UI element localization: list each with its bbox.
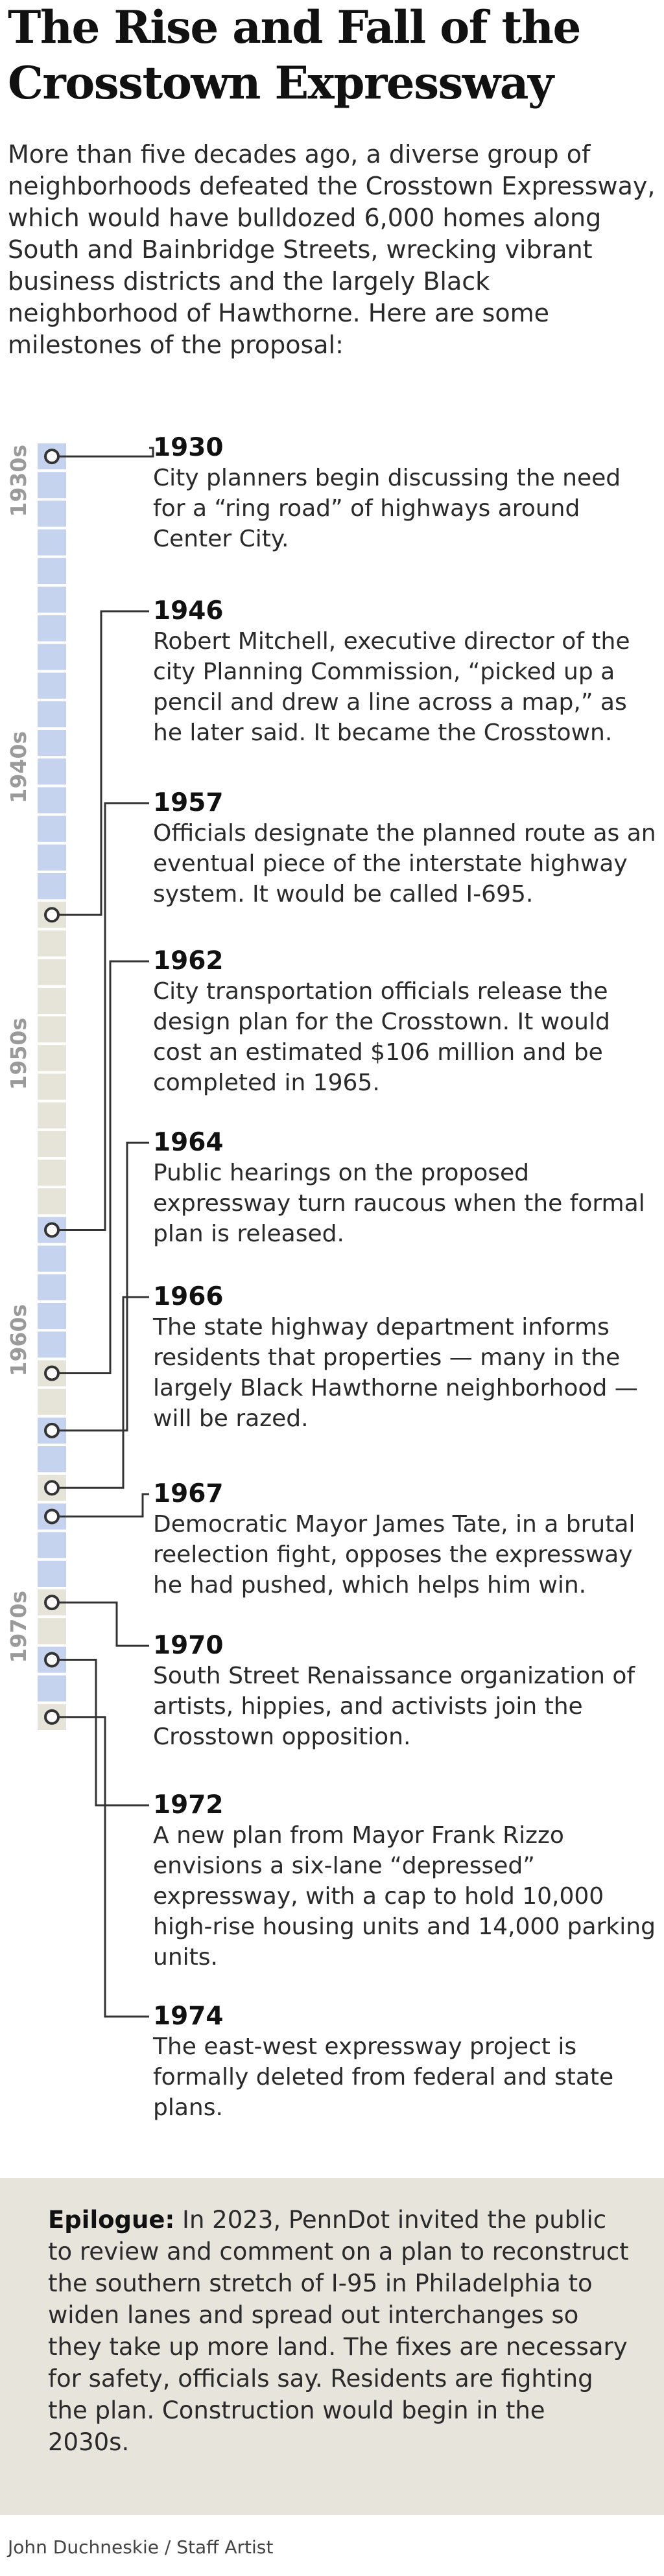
year-segment	[38, 1160, 66, 1186]
event-description: Public hearings on the proposed expressway turn raucous when the formal plan is released.	[153, 1160, 645, 1247]
year-segment	[38, 500, 66, 526]
event-description: The east-west expressway project is formally deleted from federal and state plans.	[153, 2033, 614, 2121]
event-connector	[58, 1143, 149, 1431]
year-segment	[38, 758, 66, 784]
year-segment	[38, 1103, 66, 1129]
year-segment	[38, 1188, 66, 1214]
year-segment	[38, 1303, 66, 1329]
year-segment	[38, 1246, 66, 1272]
event-year: 1962	[153, 946, 224, 976]
year-segment	[38, 472, 66, 498]
year-segment	[38, 1274, 66, 1300]
event-description: South Street Renaissance organization of artists, hippies, and activists join the Crosstown opposition.	[153, 1663, 635, 1750]
event-description: City planners begin discussing the need for a “ring road” of highways around Center City.	[153, 465, 621, 552]
year-segment	[38, 730, 66, 756]
year-segment	[38, 1073, 66, 1099]
event-connector	[58, 1494, 149, 1517]
event-connector	[58, 448, 153, 456]
event-marker	[45, 1510, 58, 1523]
year-segment	[38, 1045, 66, 1071]
year-segment	[38, 558, 66, 584]
year-segment	[38, 930, 66, 956]
year-segment	[38, 1676, 66, 1702]
event-connector	[58, 803, 149, 1230]
event-connector	[58, 961, 149, 1374]
event-marker	[45, 1654, 58, 1667]
year-segment	[38, 988, 66, 1014]
epilogue-text: In 2023, PennDot invited the public to review and comment on a plan to reconstruct the southern stretch of I-95 in Philadelphia to widen lanes and spread out interchanges so they take up more land. The fixes are necessary for safety, officials say. Residents are fighting the plan. Construction would begin in the 2030s.	[48, 2206, 629, 2456]
event-description: City transportation officials release the design plan for the Crosstown. It would cost an estimated $106 million and be completed in 1965.	[153, 978, 610, 1096]
year-segment	[38, 1561, 66, 1587]
year-segment	[38, 673, 66, 699]
event-year: 1972	[153, 1790, 224, 1820]
artist-credit: John Duchneskie / Staff Artist	[8, 2536, 274, 2558]
event-marker	[45, 1596, 58, 1609]
event-description: A new plan from Mayor Frank Rizzo envisions a six-lane “depressed” expressway, with a cap to hold 10,000 high-rise housing units and 14,000 parking units.	[153, 1822, 656, 1971]
event-year: 1964	[153, 1128, 224, 1157]
year-segment	[38, 1016, 66, 1042]
event-year: 1967	[153, 1479, 224, 1508]
event-year: 1930	[153, 433, 224, 462]
year-segment	[38, 530, 66, 556]
year-segment	[38, 787, 66, 813]
event-connector	[58, 1660, 149, 1806]
year-segment	[38, 587, 66, 613]
year-segment	[38, 1532, 66, 1558]
year-segment	[38, 644, 66, 670]
event-marker	[45, 1224, 58, 1237]
decade-label: 1960s	[6, 1304, 31, 1377]
year-segment	[38, 1331, 66, 1357]
event-marker	[45, 1367, 58, 1380]
event-marker	[45, 450, 58, 463]
event-marker	[45, 1481, 58, 1494]
epilogue-box	[0, 2178, 664, 2515]
epilogue-paragraph	[48, 2204, 632, 2458]
year-segment	[38, 845, 66, 871]
event-year: 1946	[153, 596, 224, 626]
decade-label: 1930s	[6, 445, 31, 517]
event-description: Robert Mitchell, executive director of the city Planning Commission, “picked up a pencil and drew a line across a map,” as he later said. It became the Crosstown.	[153, 628, 630, 746]
event-description: Officials designate the planned route as an eventual piece of the interstate highway system. It would be called I-695.	[153, 820, 656, 907]
decade-label: 1950s	[6, 1018, 31, 1090]
event-year: 1974	[153, 2002, 224, 2031]
event-marker	[45, 1711, 58, 1724]
event-connector	[58, 611, 149, 915]
year-segment	[38, 1131, 66, 1157]
year-segment	[38, 873, 66, 899]
intro-paragraph: More than five decades ago, a diverse group of neighborhoods defeated the Crosstown Expressway, which would have bulldozed 6,000 homes along South and Bainbridge Streets, wrecking vibrant business districts and the largely Black neighborhood of Hawthorne. Here are some milestones of the proposal:	[8, 140, 656, 359]
event-year: 1970	[153, 1631, 224, 1660]
year-segment	[38, 1618, 66, 1644]
year-segment	[38, 816, 66, 842]
year-segment	[38, 1389, 66, 1415]
decade-label: 1940s	[6, 731, 31, 804]
event-marker	[45, 908, 58, 921]
event-description: Democratic Mayor James Tate, in a brutal reelection fight, opposes the expressway he had pushed, which helps him win.	[153, 1511, 635, 1598]
event-year: 1966	[153, 1282, 224, 1311]
event-connector	[58, 1717, 149, 2017]
event-connector	[58, 1602, 149, 1646]
epilogue-label: Epilogue:	[48, 2206, 175, 2234]
year-segment	[38, 701, 66, 727]
year-segment	[38, 615, 66, 641]
event-connector	[58, 1297, 149, 1488]
page-title: The Rise and Fall of the Crosstown Expressway	[8, 1, 580, 110]
event-marker	[45, 1424, 58, 1437]
year-segment	[38, 959, 66, 985]
year-segment	[38, 1446, 66, 1472]
event-year: 1957	[153, 788, 224, 817]
event-description: The state highway department informs residents that properties — many in the largely Black Hawthorne neighborhood — will be razed.	[153, 1314, 638, 1432]
decade-label: 1970s	[6, 1591, 31, 1663]
